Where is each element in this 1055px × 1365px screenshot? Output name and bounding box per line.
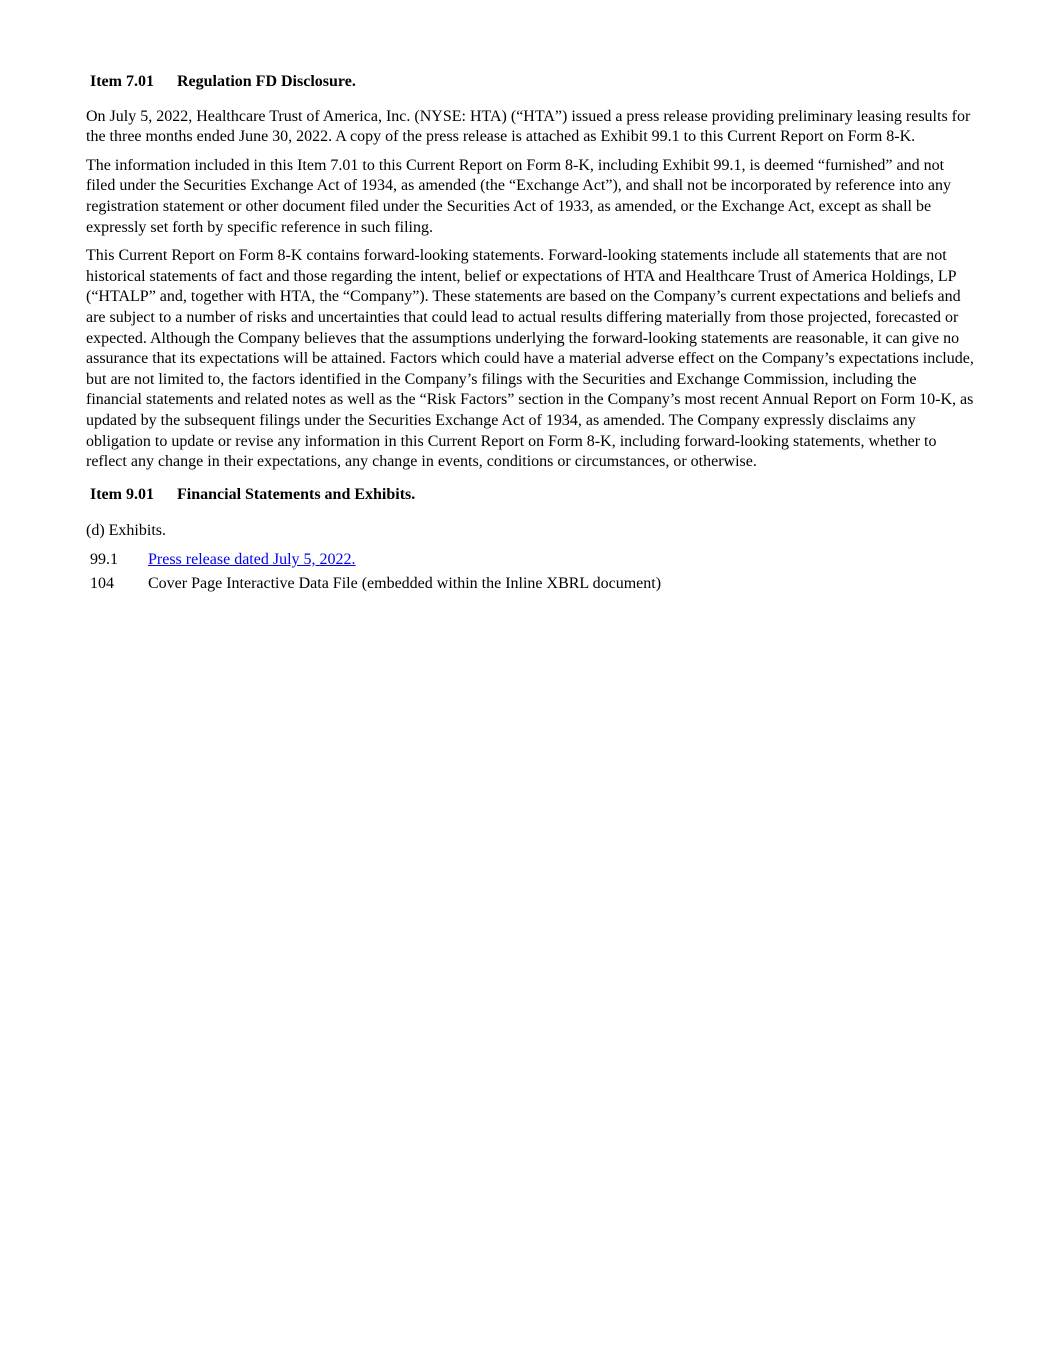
exhibits-label: (d) Exhibits. [86, 522, 166, 540]
exhibit-number: 104 [90, 575, 114, 593]
exhibit-row-104 [90, 574, 976, 595]
exhibit-description: Cover Page Interactive Data File (embedded within the Inline XBRL document) [148, 575, 662, 593]
item-9-01-title: Financial Statements and Exhibits. [177, 485, 416, 503]
item-7-01-number: Item 7.01 [90, 73, 154, 90]
furnished-information-paragraph: The information included in this Item 7.01 to this Current Report on Form 8-K, including Exhibit 99.1, is deemed “furnished” and not filed under the Securities Exchange Act of 1934, as amended (the “Exchange Act”), and shall not be incorporated by reference into any registration statement or other document filed under the Securities Act of 1933, as amended, or the Exchange Act, except as shall be expressly set forth by specific reference in such filing. [86, 156, 951, 236]
item-9-01-heading [90, 485, 976, 506]
document-page [86, 72, 976, 599]
forward-looking-statements-paragraph: This Current Report on Form 8-K contains forward-looking statements. Forward-looking statements include all statements that are not historical statements of fact and those regarding the intent, belief or expectations of HTA and Healthcare Trust of America Holdings, LP (“HTALP” and, together with HTA, the “Company”). These statements are based on the Company’s current expectations and beliefs and are subject to a number of risks and uncertainties that could lead to actual results differing materially from those projected, forecasted or expected. Although the Company believes that the assumptions underlying the forward-looking statements are reasonable, it can give no assurance that its expectations will be attained. Factors which could have a material adverse effect on the Company’s expectations include, but are not limited to, the factors identified in the Company’s filings with the Securities and Exchange Commission, including the financial statements and related notes as well as the “Risk Factors” section in the Company’s most recent Annual Report on Form 10-K, as updated by the subsequent filings under the Securities Exchange Act of 1934, as amended. The Company expressly disclaims any obligation to update or revise any information in this Current Report on Form 8-K, including forward-looking statements, whether to reflect any change in their expectations, any change in events, conditions or circumstances, or otherwise. [86, 247, 974, 471]
exhibit-row-99-1 [90, 550, 976, 571]
item-7-01-heading [90, 72, 976, 93]
exhibit-number: 99.1 [90, 550, 118, 568]
item-7-01-title: Regulation FD Disclosure. [177, 73, 356, 90]
press-release-link[interactable]: Press release dated July 5, 2022. [148, 550, 356, 568]
press-release-paragraph: On July 5, 2022, Healthcare Trust of America, Inc. (NYSE: HTA) (“HTA”) issued a press release providing preliminary leasing results for the three months ended June 30, 2022. A copy of the press release is attached as Exhibit 99.1 to this Current Report on Form 8-K. [86, 107, 971, 146]
item-9-01-number: Item 9.01 [90, 485, 154, 503]
